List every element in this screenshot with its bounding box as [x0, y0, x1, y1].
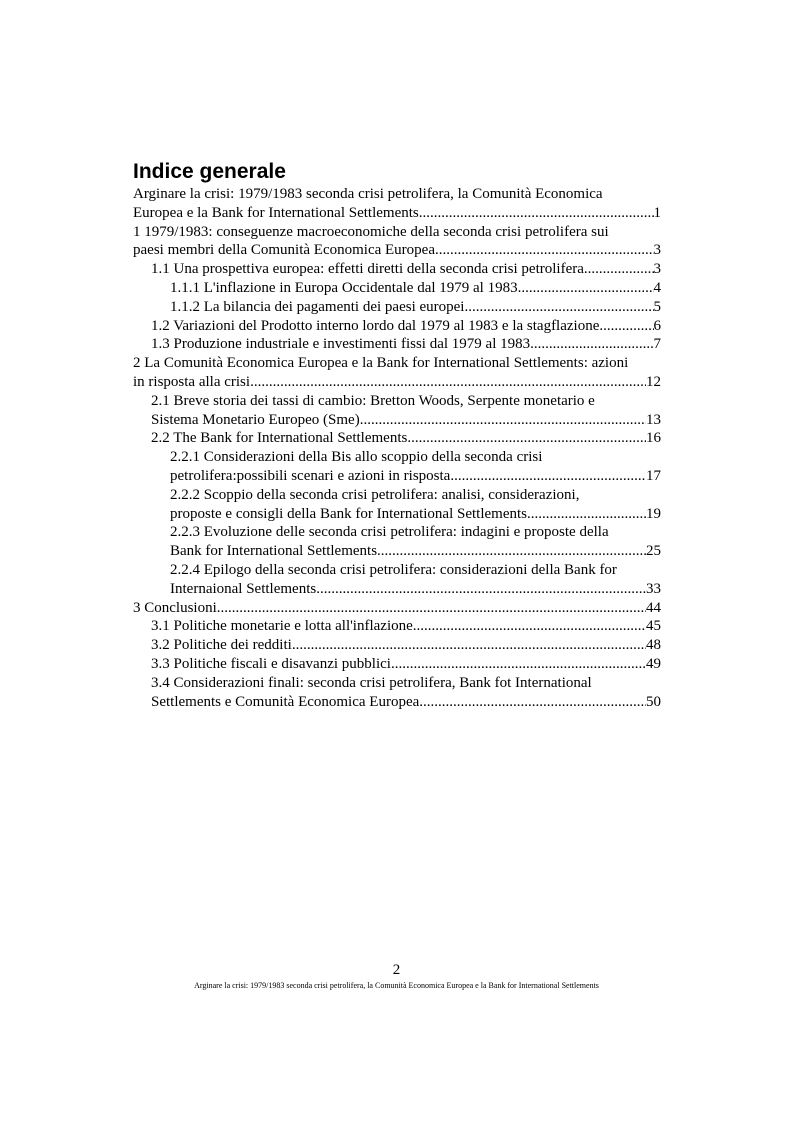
dot-leader — [464, 298, 653, 317]
toc-entry[interactable] — [133, 317, 661, 336]
dot-leader — [599, 317, 653, 336]
toc-entry-text: 2.2 The Bank for International Settlements — [151, 430, 408, 447]
running-footer: Arginare la crisi: 1979/1983 seconda crisi petrolifera, la Comunità Economica Europea e la Bank for International Settlements — [194, 981, 599, 990]
toc-entry[interactable] — [133, 523, 661, 561]
toc-entry-text: proposte e consigli della Bank for International Settlements — [170, 505, 527, 522]
page-number: 2 — [392, 962, 401, 978]
toc-entry[interactable] — [133, 335, 661, 354]
dot-leader — [407, 429, 646, 448]
toc-entry-text: Sistema Monetario Europeo (Sme) — [151, 411, 360, 428]
toc-entry[interactable] — [133, 599, 661, 618]
dot-leader — [435, 241, 654, 260]
toc-page-number: 13 — [646, 411, 661, 428]
toc-entry[interactable] — [133, 636, 661, 655]
toc-entry-text: 1.3 Produzione industriale e investimenti fissi dal 1979 al 1983 — [151, 336, 531, 353]
dot-leader — [423, 693, 646, 712]
toc-page-number: 5 — [653, 298, 661, 315]
dot-leader — [360, 411, 646, 430]
toc-page-number: 49 — [646, 655, 661, 672]
toc-entry-text: paesi membri della Comunità Economica Europea — [133, 242, 435, 259]
toc-entry[interactable] — [133, 448, 661, 486]
dot-leader — [217, 599, 646, 618]
toc-page-number: 50 — [646, 693, 661, 710]
table-of-contents — [133, 185, 661, 711]
toc-page-number: 1 — [653, 204, 661, 221]
toc-entry[interactable] — [133, 486, 661, 524]
toc-entry-text: 2.2.3 Evoluzione delle seconda crisi petrolifera: indagini e proposte della — [170, 524, 609, 541]
toc-entry-text: 3.3 Politiche fiscali e disavanzi pubblici — [151, 655, 391, 672]
dot-leader — [417, 617, 646, 636]
toc-page-number: 3 — [653, 242, 661, 259]
toc-entry[interactable] — [133, 185, 661, 223]
toc-entry[interactable] — [133, 429, 661, 448]
toc-entry-text: 1.2 Variazioni del Prodotto interno lordo dal 1979 al 1983 e la stagflazione — [151, 317, 600, 334]
toc-entry-text: 2.2.1 Considerazioni della Bis allo scoppio della seconda crisi — [170, 449, 543, 466]
toc-page-number: 33 — [646, 580, 661, 597]
dot-leader — [377, 542, 646, 561]
dot-leader — [292, 636, 646, 655]
toc-page-number: 45 — [646, 618, 661, 635]
toc-entry-text: petrolifera:possibili scenari e azioni in risposta — [170, 467, 451, 484]
toc-entry-text: 3.1 Politiche monetarie e lotta all'inflazione. — [151, 618, 417, 635]
toc-entry[interactable] — [133, 392, 661, 430]
dot-leader — [316, 580, 646, 599]
toc-heading: Indice generale — [133, 160, 286, 183]
toc-page-number: 6 — [653, 317, 661, 334]
toc-entry-text: 2.1 Breve storia dei tassi di cambio: Bretton Woods, Serpente monetario e — [151, 392, 595, 409]
toc-page-number: 25 — [646, 543, 661, 560]
toc-page-number: 19 — [646, 505, 661, 522]
toc-entry[interactable] — [133, 561, 661, 599]
toc-page-number: 4 — [653, 279, 661, 296]
toc-entry-text: Bank for International Settlements — [170, 543, 378, 560]
toc-entry-text: 2.2.2 Scoppio della seconda crisi petrolifera: analisi, considerazioni, — [170, 486, 580, 503]
toc-entry-text: in risposta alla crisi — [133, 373, 251, 390]
toc-page-number: 48 — [646, 637, 661, 654]
dot-leader — [584, 260, 654, 279]
dot-leader — [391, 655, 646, 674]
toc-page-number: 44 — [646, 599, 661, 616]
toc-page-number: 7 — [653, 336, 661, 353]
toc-entry[interactable] — [133, 260, 661, 279]
toc-entry[interactable] — [133, 655, 661, 674]
toc-entry-text: Settlements e Comunità Economica Europea. — [151, 693, 424, 710]
toc-entry-text: 3 Conclusioni — [133, 599, 217, 616]
dot-leader — [250, 373, 646, 392]
toc-entry-text: 2 La Comunità Economica Europea e la Bank for International Settlements: azioni — [133, 355, 629, 372]
toc-entry-text: Europea e la Bank for International Settlements — [133, 204, 419, 221]
toc-page-number: 3 — [653, 261, 661, 278]
toc-entry-text: 1.1.2 La bilancia dei pagamenti dei paesi europei — [170, 298, 465, 315]
toc-entry[interactable] — [133, 298, 661, 317]
toc-entry-text: 1.1.1 L'inflazione in Europa Occidentale dal 1979 al 1983 — [170, 279, 518, 296]
toc-entry-text: 3.4 Considerazioni finali: seconda crisi petrolifera, Bank fot International — [151, 674, 592, 691]
dot-leader — [530, 335, 653, 354]
toc-entry[interactable] — [133, 223, 661, 261]
toc-entry-text: 3.2 Politiche dei redditi — [151, 637, 292, 654]
toc-entry[interactable] — [133, 279, 661, 298]
dot-leader — [419, 204, 654, 223]
dot-leader — [450, 467, 646, 486]
dot-leader — [518, 279, 654, 298]
toc-entry-text: 1 1979/1983: conseguenze macroeconomiche della seconda crisi petrolifera sui — [133, 223, 609, 240]
toc-entry[interactable] — [133, 354, 661, 392]
toc-entry[interactable] — [133, 674, 661, 712]
dot-leader — [527, 505, 646, 524]
toc-page-number: 16 — [646, 430, 661, 447]
toc-entry-text: Arginare la crisi: 1979/1983 seconda crisi petrolifera, la Comunità Economica — [133, 186, 603, 202]
toc-entry-text: 1.1 Una prospettiva europea: effetti diretti della seconda crisi petrolifera — [151, 261, 584, 278]
toc-page-number: 12 — [646, 373, 661, 390]
toc-entry-text: Internaional Settlements — [170, 580, 317, 597]
toc-page-number: 17 — [646, 467, 661, 484]
toc-entry[interactable] — [133, 617, 661, 636]
toc-entry-text: 2.2.4 Epilogo della seconda crisi petrolifera: considerazioni della Bank for — [170, 561, 617, 578]
